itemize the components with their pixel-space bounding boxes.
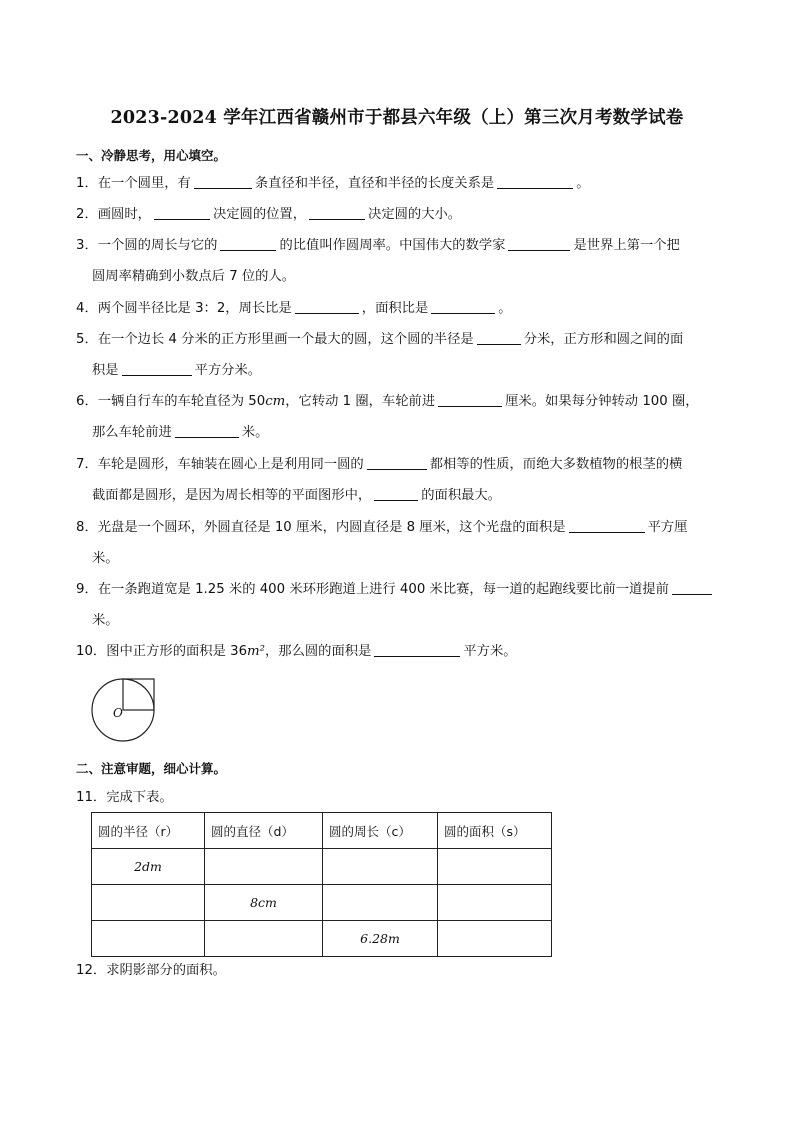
answer-blank[interactable]: [508, 236, 570, 251]
question-8: 8．光盘是一个圆环，外圆直径是 10 厘米，内圆直径是 8 厘米，这个光盘的面积是 平方厘 米。: [76, 520, 688, 566]
question-number: 6．: [76, 394, 98, 409]
table-cell: 8cm: [205, 885, 323, 921]
question-6: 6．一辆自行车的车轮直径为 50cm，它转动 1 圈，车轮前进 厘米。如果每分钟转动 100 圈， 那么车轮前进 米。: [76, 394, 699, 440]
section-1-heading: 一、冷静思考，用心填空。: [76, 148, 227, 163]
page-title: 2023-2024 学年江西省赣州市于都县六年级（上）第三次月考数学试卷: [110, 108, 684, 128]
section-2-heading: 二、注意审题，细心计算。: [76, 761, 227, 776]
question-4: 4．两个圆半径比是 3：2，周长比是 ，面积比是 。: [76, 301, 512, 316]
question-number: 10．: [76, 644, 107, 659]
answer-blank[interactable]: [438, 392, 502, 407]
table-cell[interactable]: [323, 849, 438, 885]
question-2: 2．画圆时， 决定圆的位置， 决定圆的大小。: [76, 207, 462, 222]
question-number: 11．: [76, 790, 107, 805]
question-1: 1．在一个圆里，有 条直径和半径，直径和半径的长度关系是 。: [76, 176, 590, 191]
table-cell: 6.28m: [323, 921, 438, 957]
question-number: 7．: [76, 457, 98, 472]
table-header: 圆的直径（d）: [205, 813, 323, 849]
table-header: 圆的周长（c）: [323, 813, 438, 849]
question-11: 11．完成下表。: [76, 790, 173, 805]
center-label: O: [113, 706, 123, 720]
answer-blank[interactable]: [154, 205, 210, 220]
table-cell[interactable]: [205, 849, 323, 885]
answer-blank[interactable]: [477, 330, 521, 345]
question-number: 1．: [76, 176, 98, 191]
question-12: 12．求阴影部分的面积。: [76, 963, 226, 978]
question-5: 5．在一个边长 4 分米的正方形里画一个最大的圆，这个圆的半径是 分米，正方形和圆之间的面 积是 平方分米。: [76, 332, 684, 378]
question-number: 5．: [76, 332, 98, 347]
question-number: 4．: [76, 301, 98, 316]
answer-blank[interactable]: [194, 174, 252, 189]
question-number: 2．: [76, 207, 98, 222]
answer-blank[interactable]: [672, 580, 712, 595]
circle-square-figure: [90, 675, 160, 743]
answer-blank[interactable]: [431, 299, 495, 314]
question-number: 8．: [76, 520, 98, 535]
table-cell[interactable]: [92, 921, 205, 957]
answer-blank[interactable]: [569, 518, 645, 533]
table-row: [92, 849, 552, 885]
answer-blank[interactable]: [367, 455, 427, 470]
table-row: [92, 921, 552, 957]
table-cell[interactable]: [438, 921, 552, 957]
answer-blank[interactable]: [122, 361, 192, 376]
question-number: 12．: [76, 963, 107, 978]
answer-blank[interactable]: [374, 486, 418, 501]
table-cell[interactable]: [438, 849, 552, 885]
question-10: 10．图中正方形的面积是 36m²，那么圆的面积是 平方米。: [76, 644, 517, 659]
table-cell[interactable]: [92, 885, 205, 921]
question-number: 3．: [76, 238, 98, 253]
table-header-row: [92, 813, 552, 849]
table-cell[interactable]: [438, 885, 552, 921]
circle-table: [91, 812, 552, 957]
table-cell[interactable]: [205, 921, 323, 957]
answer-blank[interactable]: [374, 642, 460, 657]
answer-blank[interactable]: [497, 174, 573, 189]
question-7: 7．车轮是圆形，车轴装在圆心上是利用同一圆的 都相等的性质，而绝大多数植物的根茎的横 截面都是圆形，是因为周长相等的平面图形中， 的面积最大。: [76, 457, 683, 503]
answer-blank[interactable]: [295, 299, 359, 314]
table-cell[interactable]: [323, 885, 438, 921]
question-9: 9．在一条跑道宽是 1.25 米的 400 米环形跑道上进行 400 米比赛，每一道的起跑线要比前一道提前 米。: [76, 574, 721, 636]
answer-blank[interactable]: [309, 205, 365, 220]
answer-blank[interactable]: [175, 423, 239, 438]
question-number: 9．: [76, 582, 98, 597]
answer-blank[interactable]: [220, 236, 276, 251]
question-3: 3．一个圆的周长与它的 的比值叫作圆周率。中国伟大的数学家 是世界上第一个把 圆周率精确到小数点后 7 位的人。: [76, 238, 680, 284]
table-row: [92, 885, 552, 921]
table-header: 圆的半径（r）: [92, 813, 205, 849]
table-header: 圆的面积（s）: [438, 813, 552, 849]
table-cell: 2dm: [92, 849, 205, 885]
